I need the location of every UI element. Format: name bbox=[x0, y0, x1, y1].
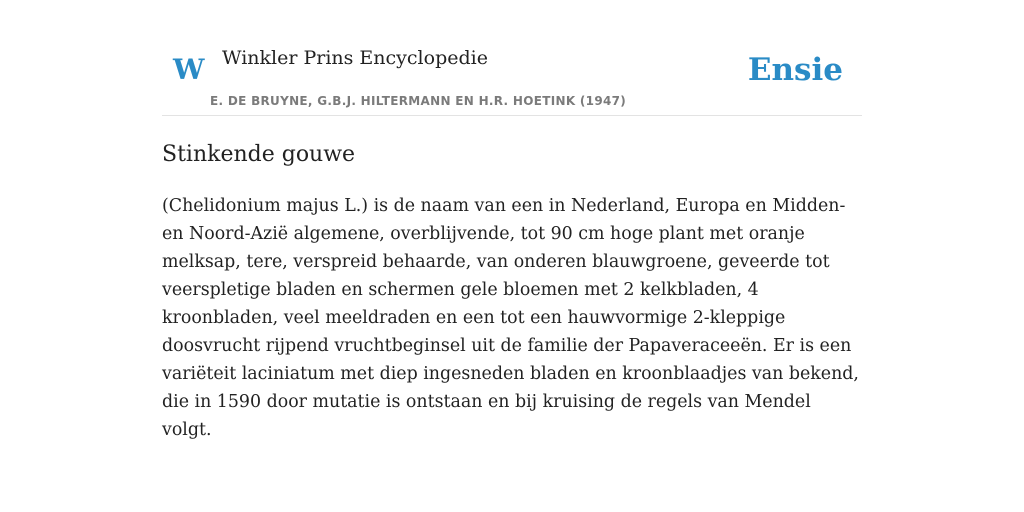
source-header bbox=[162, 0, 862, 116]
entry-title: Stinkende gouwe bbox=[162, 142, 356, 167]
ensie-logo[interactable]: Ensie bbox=[747, 52, 843, 88]
book-title[interactable]: Winkler Prins Encyclopedie bbox=[222, 47, 488, 69]
book-logo[interactable]: W bbox=[173, 53, 205, 86]
entry-body: (Chelidonium majus L.) is de naam van een in Nederland, Europa en Midden- en Noord-Azië algemene, overblijvende, tot 90 cm hoge plant met oranje melksap, tere, verspreid behaarde, van onderen blauwgroene, geveerde tot veerspletige bladen en schermen gele bloemen met 2 kelkbladen, 4 kroonbladen, veel meeldraden en een tot een hauwvormige 2-kleppige doosvrucht rijpend vruchtbeginsel uit de familie der Papaveraceeën. Er is een variëteit laciniatum met diep ingesneden bladen en kroonblaadjes van bekend, die in 1590 door mutatie is ontstaan en bij kruising de regels van Mendel volgt. bbox=[162, 196, 859, 440]
book-authors: E. DE BRUYNE, G.B.J. HILTERMANN EN H.R. HOETINK (1947) bbox=[210, 94, 627, 108]
page-container bbox=[162, 0, 862, 440]
